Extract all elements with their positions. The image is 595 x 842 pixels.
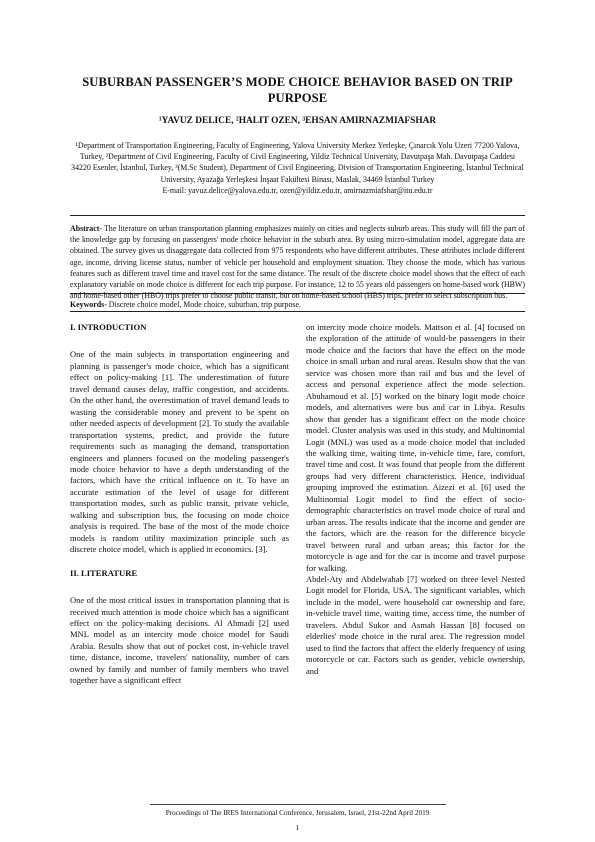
keywords-top-rule: [70, 293, 525, 294]
email-line: E-mail: yavuz.delice@yalova.edu.tr, ozen@yildiz.edu.tr, amirnazmiafshar@itu.edu.tr: [162, 185, 433, 195]
abstract-label: Abstract: [70, 224, 100, 233]
page-number: 1: [295, 823, 300, 832]
footer-rule: [150, 804, 446, 805]
right-column: [306, 322, 525, 677]
affiliations-text: ¹Department of Transportation Engineering, Faculty of Engineering, Yalova University Merkez Yerleşke, Çınarcık Yolu Uzeri 77200 Yalova, Turkey, ²Department of Civil Engineering, Faculty of Civil Engineering, Yildiz Technical University, Davutpaşa Mah. Davutpaşa Caddesi 34220 Esenler, İstanbul, Turkey, ³(M.Sc Student), Department of Civil Engineering, Division of Transportation Engineering, İstanbul Technical University, Ayazağa Yerleşkesi İnşaat Fakültesi Binası, Maslak, 34469 İstanbul Turkey: [71, 141, 524, 184]
literature-paragraph-1: One of the most critical issues in transportation planning that is received much attention is mode choice which has a significant effect on the policy-making decisions. Al Ahmadi [2] used MNL model as an intercity mode choice model for Saudi Arabia. Results show that out of pocket cost, in-vehicle travel time, distance, income, travelers' nationality, number of cars owned by family and number of family members who travel together have a significant effect: [70, 595, 289, 686]
paper-title: SUBURBAN PASSENGER’S MODE CHOICE BEHAVIOR BASED ON TRIP PURPOSE: [82, 75, 513, 105]
author-list: ¹YAVUZ DELICE, ²HALIT OZEN, ³EHSAN AMIRNAZMIAFSHAR: [158, 116, 437, 126]
literature-paragraph-2: Abdel-Aty and Abdelwahab [7] worked on three level Nested Logit model for Florida, USA. The significant variables, which include in the model, were household car ownership and fare, in-vehicle travel time, waiting time, access time, the number of travelers. Abdul Sukor and Asmah Hassan [8] focused on elderlies' mode choice in the rural area. The regression model used to find the factors that affect the elderly frequency of using motorcycle or car. Factors such as gender, vehicle ownership, and: [306, 573, 525, 676]
abstract-top-rule: [70, 215, 525, 216]
keywords-text: - Discrete choice model, Mode choice, suburban, trip purpose.: [104, 300, 301, 309]
introduction-paragraph: One of the main subjects in transportation engineering and planning is passenger's mode choice, which has a significant effect on policy-making [1]. The underestimation of future travel demand causes delay, traffic congestion, and accidents. On the other hand, the overestimation of travel demand leads to wasting the considerable money and prevent to be spent on other needed aspects of development [2]. To study the available transportation systems, predict, and provide the future requirements such as managing the demand, transportation engineers and planners focused on the modeling passenger's mode choice behavior to have a depth understanding of the factors, which have the critical influence on it. To have an accurate estimation of the level of usage for different transportation modes, such as public transit, private vehicle, walking and subscription bus, the focusing on mode choice analysis is required. The base of the most of the mode choice models is random utility maximization principle such as discrete choice model, which is applied in economics. [3].: [70, 349, 289, 555]
section-heading-literature: II. LITERATURE: [70, 567, 138, 578]
literature-paragraph-1-continued: on intercity mode choice models. Mattson et al. [4] focused on the exploration of the attitude of would-be passengers in their mode choice and the factors that have the effect on the mode choice in small urban and rural areas. Results show that the van service was chosen more than rail and bus and the level of access and personal experience affect the mode selection. Abuhamoud et al. [5] worked on the binary logit mode choice models, and alternatives were bus and car in Libya. Results show that gender has a significant effect on the mode choice model. Cluster analysis was used in this study, and Multinomial Logit (MNL) was used as a mode choice model that included the walking time, waiting time, in-vehicle time, fare, comfort, travel time and cost. It was found that people from the different groups had very different characteristics. Hence, individual grouping improved the estimation. Aizezi et al. [6] used the Multinomial Logit model to find the effect of socio-demographic characteristics on travel mode choice of rural and urban areas. The results indicate that the income and gender are the factors, which are the reason for the difference bicycle travel between rural and urban areas; this factor for the motorcycle is age and for the car is income and travel purpose for walking.: [306, 322, 525, 573]
abstract-text: - The literature on urban transportation planning emphasizes mainly on cities and neglects suburb areas. This study will fill the part of the knowledge gap by focusing on passengers' mode choice behavior in the suburb area. By using micro-simulation model, aggregate data are obtained. The survey gives us disaggregate data collected from 975 respondents who have different attributes. These attributes include different age, income, driving license status, number of vehicle per household and employment situation. They choose the mode, which has various features such as different travel time and travel cost for the same distance. The result of the discrete choice model shows that the effect of each explanatory variable on mode choice is different for each trip purpose. For instance, 12 to 55 years old passengers on home-based work (HBW) and home-based other (HBO) trips prefer to choose public transit, but on home-based school (HBS) trips, prefer to select subscription bus.: [70, 224, 525, 301]
section-heading-introduction: I. INTRODUCTION: [70, 322, 147, 332]
keywords-block: [70, 299, 525, 310]
keywords-label: Keywords: [70, 300, 105, 309]
conference-footer: Proceedings of The IRES International Conference, Jerusalem, Israel, 21st-22nd April 2019: [165, 809, 430, 817]
keywords-bottom-rule: [70, 311, 525, 312]
abstract-block: [70, 223, 525, 301]
left-column: [70, 322, 289, 687]
affiliations-block: [70, 140, 525, 196]
